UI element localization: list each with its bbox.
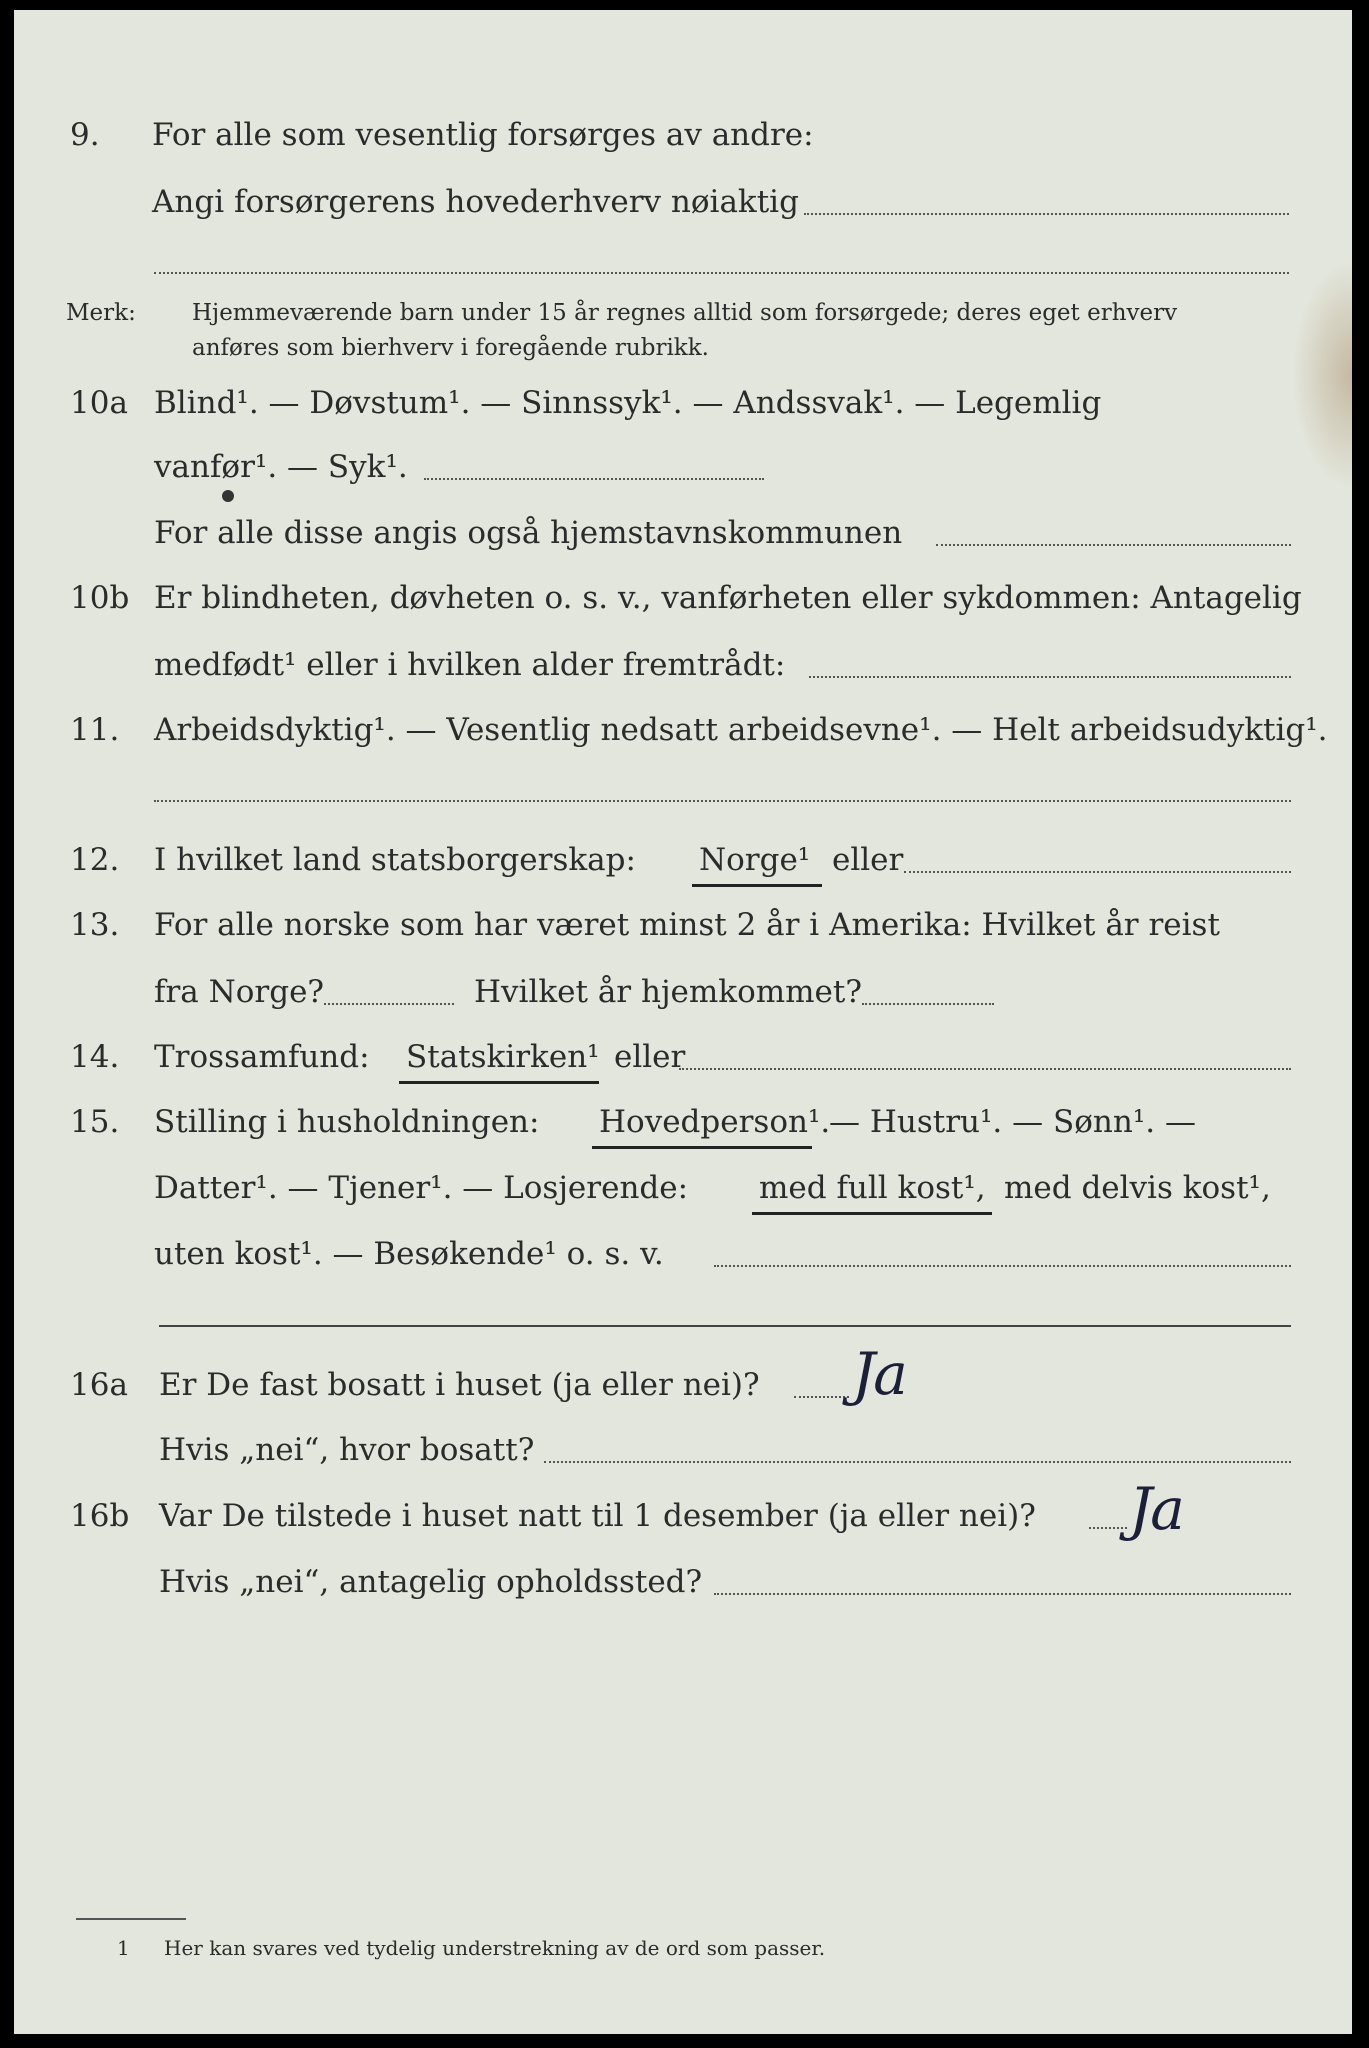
q15-line1a: Stilling i husholdningen:	[154, 1104, 540, 1140]
q16a-line2: Hvis „nei“, hvor bosatt?	[159, 1432, 535, 1468]
q13-line1: For alle norske som har været minst 2 år i Amerika: Hvilket år reist	[154, 907, 1220, 943]
q10a-line1: Blind¹. — Døvstum¹. — Sinnssyk¹. — Andssvak¹. — Legemlig	[154, 385, 1102, 421]
footnote-mark: 1	[117, 1936, 130, 1960]
q15-hovedperson-underline	[592, 1146, 812, 1149]
q16b-opholdssted-answer-line	[714, 1593, 1291, 1595]
q13-line2a: fra Norge?	[154, 974, 325, 1010]
q11-line1: Arbeidsdyktig¹. — Vesentlig nedsatt arbeidsevne¹. — Helt arbeidsudyktig¹.	[154, 712, 1328, 748]
q16a-answer-line	[794, 1396, 849, 1398]
q14-underlined-option: Statskirken¹	[406, 1039, 600, 1075]
q9-line1: For alle som vesentlig forsørges av andre:	[152, 117, 814, 153]
q16a-bosatt-answer-line	[544, 1461, 1291, 1463]
q15-line2b: med delvis kost¹,	[1004, 1170, 1271, 1206]
q15-full-kost-underline	[752, 1212, 992, 1215]
q9-answer-line-2	[154, 272, 1289, 274]
q16b-line1: Var De tilstede i huset natt til 1 desember (ja eller nei)?	[159, 1498, 1036, 1534]
q13-number: 13.	[70, 907, 120, 943]
q9-number: 9.	[70, 117, 100, 153]
q10a-line2: vanfør¹. — Syk¹.	[154, 449, 408, 485]
q9-line2: Angi forsørgerens hovederhverv nøiaktig	[152, 184, 799, 220]
merk-label: Merk:	[66, 300, 136, 326]
q12-number: 12.	[70, 842, 120, 878]
q12-underline-mark	[692, 884, 822, 887]
q15-answer-line	[714, 1265, 1291, 1267]
q10a-line3: For alle disse angis også hjemstavnskommunen	[154, 515, 903, 551]
footnote-text: Her kan svares ved tydelig understrekning av de ord som passer.	[164, 1936, 826, 1960]
q15-line1b: — Hustru¹. — Sønn¹. —	[829, 1104, 1196, 1140]
q15-line3: uten kost¹. — Besøkende¹ o. s. v.	[154, 1236, 664, 1272]
q12-suffix: eller	[832, 842, 904, 878]
q14-prefix: Trossamfund:	[154, 1039, 370, 1075]
merk-line2: anføres som bierhverv i foregående rubrikk.	[192, 335, 709, 361]
q16b-number: 16b	[70, 1498, 130, 1534]
q13-hjemkommet-answer-line	[862, 1003, 994, 1005]
q16b-handwritten-answer: Ja	[1129, 1475, 1183, 1543]
q10b-answer-line	[809, 676, 1291, 678]
merk-line1: Hjemmeværende barn under 15 år regnes alltid som forsørgede; deres eget erhverv	[192, 300, 1178, 326]
q13-line2b: Hvilket år hjemkommet?	[474, 974, 862, 1010]
q16b-line2: Hvis „nei“, antagelig opholdssted?	[159, 1564, 703, 1600]
q10b-line2: medfødt¹ eller i hvilken alder fremtrådt:	[154, 647, 786, 683]
q14-underline-mark	[399, 1081, 599, 1084]
q15-number: 15.	[70, 1104, 120, 1140]
q12-answer-line	[904, 871, 1291, 873]
q14-number: 14.	[70, 1039, 120, 1075]
q10a-number: 10a	[70, 385, 128, 421]
q12-prefix: I hvilket land statsborgerskap:	[154, 842, 636, 878]
q15-line2-underlined: med full kost¹,	[759, 1170, 986, 1206]
q14-answer-line	[679, 1068, 1291, 1070]
q16a-number: 16a	[70, 1367, 128, 1403]
q11-answer-line	[154, 800, 1291, 802]
q10a-syk-answer-line	[424, 478, 764, 480]
paper-stain	[1292, 260, 1352, 490]
ink-blot	[222, 490, 234, 502]
q9-answer-line	[804, 213, 1289, 215]
q15-answer-line-2	[159, 1325, 1291, 1327]
q15-line1-underlined: Hovedperson¹.	[599, 1104, 831, 1140]
q16b-answer-line	[1089, 1527, 1127, 1529]
q14-suffix: eller	[614, 1039, 686, 1075]
census-form-page	[14, 10, 1352, 2034]
q13-reist-answer-line	[324, 1003, 454, 1005]
q10b-line1: Er blindheten, døvheten o. s. v., vanførheten eller sykdommen: Antagelig	[154, 580, 1302, 616]
q16a-handwritten-answer: Ja	[852, 1340, 906, 1408]
q16a-line1: Er De fast bosatt i huset (ja eller nei)?	[159, 1367, 760, 1403]
q10b-number: 10b	[70, 580, 130, 616]
q15-line2a: Datter¹. — Tjener¹. — Losjerende:	[154, 1170, 689, 1206]
q12-underlined-option: Norge¹	[699, 842, 811, 878]
q10a-hjemstavn-answer-line	[936, 544, 1291, 546]
footnote-rule	[76, 1918, 186, 1920]
q11-number: 11.	[70, 712, 120, 748]
